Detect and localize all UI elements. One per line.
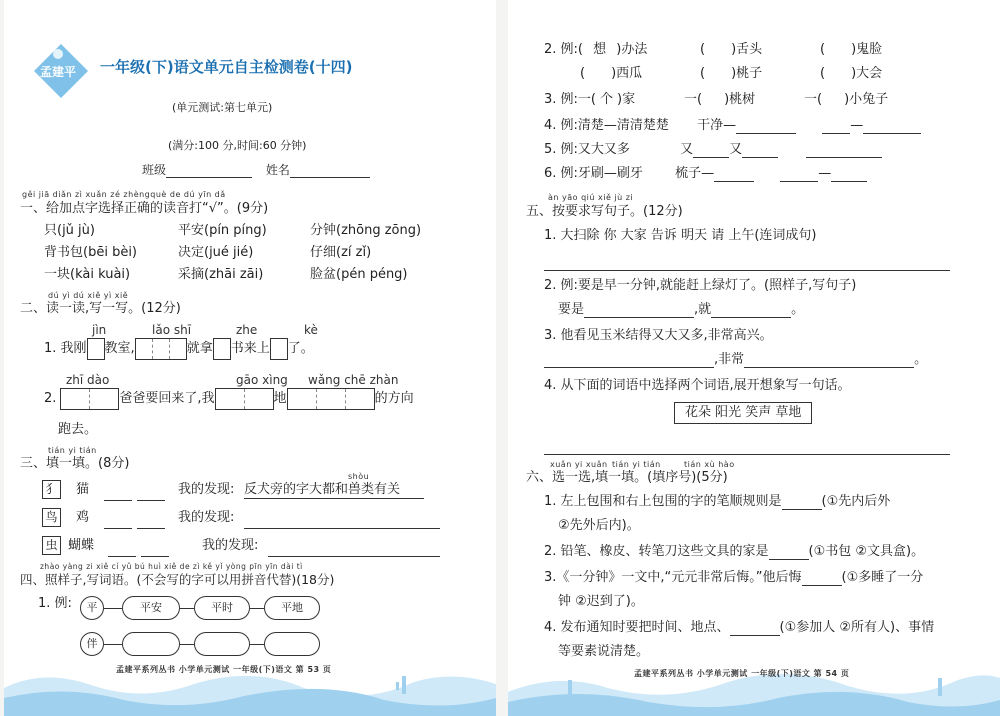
- q4-connector-1: [104, 608, 122, 609]
- q4-r2b-item-3[interactable]: ( )大会: [820, 66, 883, 81]
- q2-grid-gaoxing[interactable]: [215, 388, 274, 410]
- logo: [32, 42, 90, 100]
- q4-r6-label: 6. 例:牙刷—刷牙: [544, 166, 643, 181]
- q4-r2b-item-1[interactable]: ( )西瓜: [580, 66, 643, 81]
- q4-r4-blank-1[interactable]: [736, 119, 796, 134]
- class-label: 班级: [142, 163, 167, 177]
- subtitle: (单元测试:第七单元): [172, 101, 273, 114]
- q5-s3: 3. 他看见玉米结得又大又多,非常高兴。: [544, 328, 773, 343]
- q4-connector-6: [250, 644, 264, 645]
- q5-s2: 2. 例:要是早一分钟,就能赶上绿灯了。(照样子,写句子): [544, 278, 857, 293]
- q2-grid-jin[interactable]: [87, 338, 105, 360]
- q1-item-8[interactable]: 采摘(zhāi zāi): [178, 267, 264, 282]
- q6-pinyin-3: tián xù hào: [684, 460, 735, 469]
- q4-r2-item-1[interactable]: ( )舌头: [700, 42, 763, 57]
- q3-heading: 三、填一填。(8分): [20, 456, 130, 471]
- q3-word-3: 蝴蝶: [68, 538, 95, 553]
- right-page: [508, 0, 1000, 716]
- q5-s3-feichang: ,非常: [714, 352, 745, 367]
- q3-word-2: 鸡: [76, 510, 90, 525]
- q2-r2-pinyin-1: zhī dào: [66, 373, 110, 387]
- q2-r1-t2: 教室,: [104, 341, 135, 356]
- q6-i2-text: 2. 铅笔、橡皮、转笔刀这些文具的家是: [544, 544, 769, 559]
- q5-heading: 五、按要求写句子。(12分): [526, 204, 683, 219]
- q2-row2: [44, 388, 414, 410]
- q6-i3-cont: 钟 ②迟到了)。: [558, 594, 644, 609]
- q3-radical-1: 犭: [42, 480, 61, 499]
- q4-connector-4: [104, 644, 122, 645]
- q4-r5-you1: 又: [680, 142, 694, 157]
- q4-r4-label: 4. 例:清楚—清清楚楚: [544, 118, 669, 133]
- q5-s3-fill: ,非常 。: [544, 352, 927, 368]
- q2-row2-end: 跑去。: [58, 422, 98, 437]
- q2-r2-t1: 2.: [44, 391, 57, 406]
- q4-r3-ex: 个: [600, 92, 614, 107]
- q5-s2-yaoshi: 要是: [558, 302, 585, 317]
- q2-grid-wangchezhan[interactable]: [287, 388, 375, 410]
- q4-r2-ex: 想: [593, 42, 607, 57]
- q1-item-5[interactable]: 决定(jué jié): [178, 245, 254, 260]
- score-line: (满分:100 分,时间:60 分钟): [168, 139, 307, 152]
- q3-label-1: 我的发现:: [178, 482, 235, 497]
- q6-i3: [544, 570, 923, 586]
- left-footer: 孟建平系列丛书 小学单元测试 一年级(下)语文 第 53 页: [116, 665, 332, 674]
- q2-pinyin: dú yì dú xiě yì xiě: [48, 291, 129, 300]
- q4-example-label: 1. 例:: [38, 596, 72, 611]
- right-footer: 孟建平系列丛书 小学单元测试 一年级(下)语文 第 54 页: [634, 669, 850, 678]
- q4-r2-label: 2. 例:(: [544, 42, 583, 57]
- q6-i4-text: 4. 发布通知时要把时间、地点、: [544, 620, 730, 635]
- q4-r4-word: 干净—: [697, 118, 737, 133]
- q4-word-3: 平地: [264, 596, 320, 620]
- q4-r2-item-2[interactable]: ( )鬼脸: [820, 42, 883, 57]
- q2-r1-pinyin-1: jìn: [92, 323, 107, 337]
- q4-r4: [544, 118, 921, 134]
- q5-s4-answer[interactable]: [544, 436, 950, 455]
- q5-s3-blank-2[interactable]: [744, 353, 914, 368]
- q5-word-box: 花朵 阳光 笑声 草地: [674, 402, 812, 424]
- q1-item-1[interactable]: 只(jǔ jù): [44, 223, 95, 238]
- q2-r2-pinyin-2: gāo xìng: [236, 373, 288, 387]
- q2-r1-t4: 书来上: [230, 341, 270, 356]
- q6-i4-opt: (①参加人 ②所有人)、事情: [779, 620, 935, 635]
- q6-i3-blank[interactable]: [802, 571, 842, 586]
- q4-connector-5: [180, 644, 194, 645]
- q2-r1-t5: 了。: [287, 341, 314, 356]
- q3-answer-2[interactable]: [244, 510, 440, 529]
- q3-word-1: 猫: [76, 482, 90, 497]
- q4-r3-word: )家: [617, 92, 636, 107]
- q2-r1-pinyin-4: kè: [304, 323, 318, 337]
- q1-item-6[interactable]: 仔细(zí zǐ): [310, 245, 372, 260]
- q5-s1-answer[interactable]: [544, 252, 950, 271]
- q4-r6-blank-1[interactable]: [714, 167, 754, 182]
- q4-blank-1[interactable]: [122, 632, 180, 656]
- q5-s2-blank-2[interactable]: [711, 303, 791, 318]
- q3-radical-2: 鸟: [42, 508, 61, 527]
- q5-s1: 1. 大扫除 你 大家 告诉 明天 请 上午(连词成句): [544, 228, 817, 243]
- name-field[interactable]: [290, 163, 370, 178]
- q1-item-9[interactable]: 脸盆(pén péng): [310, 267, 408, 282]
- q2-grid-zhidao[interactable]: [60, 388, 119, 410]
- q4-r6-blank-2[interactable]: [780, 167, 818, 182]
- q4-pinyin: zhào yàng zi xiě cí yǔ bú huì xiě de zì kě yǐ yòng pīn yīn dài tì: [40, 562, 303, 571]
- q6-i1-text: 1. 左上包围和右上包围的字的笔顺规则是: [544, 494, 782, 509]
- q3-shou-pinyin: shòu: [348, 472, 370, 481]
- q4-r5-blank-3[interactable]: [806, 143, 882, 158]
- q3-answer-3[interactable]: [268, 538, 440, 557]
- q4-r6-word: 梳子—: [675, 166, 715, 181]
- q6-i3-opt: (①多睡了一分: [841, 570, 924, 585]
- q6-pinyin-1: xuǎn yi xuǎn: [550, 460, 608, 469]
- q4-char-ping: 平: [80, 596, 104, 620]
- q2-heading: 二、读一读,写一写。(12分): [20, 301, 181, 316]
- q6-i4-blank[interactable]: [730, 621, 780, 636]
- q4-r4-blank-3[interactable]: [863, 119, 921, 134]
- q2-r2-t4: 的方向: [374, 391, 414, 406]
- q2-r1-pinyin-3: zhe: [236, 323, 258, 337]
- q4-r3-item-2[interactable]: 一( )小兔子: [804, 92, 889, 107]
- class-name-row: [142, 162, 370, 178]
- footer-mountains: [508, 658, 1000, 716]
- q4-r2b-item-2[interactable]: ( )桃子: [700, 66, 763, 81]
- q6-i1: [544, 494, 890, 510]
- q2-grid-zhe[interactable]: [213, 338, 231, 360]
- q5-pinyin: àn yāo qiú xiě jù zi: [548, 193, 634, 202]
- q4-r5: [544, 142, 882, 158]
- q4-r5-blank-1[interactable]: [693, 143, 729, 158]
- page-title: 一年级(下)语文单元自主检测卷(十四): [100, 58, 353, 76]
- q5-s2-fill: 要是 ,就 。: [558, 302, 805, 317]
- q4-r4-dash: —: [850, 118, 864, 133]
- q6-i1-blank[interactable]: [782, 495, 822, 510]
- q4-r3: [544, 92, 635, 108]
- q4-blank-3[interactable]: [264, 632, 320, 656]
- logo-text: 孟建平: [40, 65, 77, 79]
- q2-r1-t1: 1. 我刚: [44, 341, 87, 356]
- q4-connector-2: [180, 608, 194, 609]
- q1-item-4[interactable]: 背书包(bēi bèi): [44, 245, 137, 260]
- q1-item-7[interactable]: 一块(kài kuài): [44, 267, 131, 282]
- q2-grid-ke[interactable]: [270, 338, 288, 360]
- q4-blank-2[interactable]: [194, 632, 250, 656]
- q3-label-2: 我的发现:: [178, 510, 235, 525]
- q6-i4-cont: 等要素说清楚。: [558, 644, 650, 659]
- q5-s2-jiu: ,就: [694, 302, 712, 317]
- q4-connector-3: [250, 608, 264, 609]
- q6-pinyin-2: tián yi tián: [612, 460, 661, 469]
- q3-radical-3: 虫: [42, 536, 61, 555]
- q1-heading: 一、给加点字选择正确的读音打“√”。(9分): [20, 201, 269, 216]
- q2-grid-laoshi[interactable]: [135, 338, 187, 360]
- q4-r3-item-1[interactable]: 一( )桃树: [684, 92, 756, 107]
- q2-r1-t3: 就拿: [186, 341, 213, 356]
- class-field[interactable]: [166, 163, 252, 178]
- q6-i1-cont: ②先外后内)。: [558, 518, 640, 533]
- q1-item-2[interactable]: 平安(pín píng): [178, 223, 267, 238]
- q4-word-2: 平时: [194, 596, 250, 620]
- q6-i4: [544, 620, 934, 636]
- q6-i2-opt: (①书包 ②文具盒)。: [808, 544, 925, 559]
- q2-r2-t2: 爸爸要回来了,我: [119, 391, 215, 406]
- q4-r2-word: )办法: [616, 42, 648, 57]
- q4-char-ban: 伴: [80, 632, 104, 656]
- q1-pinyin: gěi jiā diǎn zì xuǎn zé zhèngquè de dú yīn dǎ: [22, 190, 226, 199]
- q4-r4-blank-2[interactable]: [822, 119, 850, 134]
- q5-s3-blank-1[interactable]: [544, 353, 714, 368]
- q2-r1-pinyin-2: lǎo shī: [152, 323, 192, 337]
- q6-i1-opt: (①先内后外: [821, 494, 891, 509]
- q2-r2-pinyin-3: wǎng chē zhàn: [308, 373, 399, 387]
- q4-r6-blank-3[interactable]: [831, 167, 867, 182]
- q4-r3-label: 3. 例:一(: [544, 92, 596, 107]
- q6-i3-text: 3.《一分钟》一文中,“元元非常后悔。”他后悔: [544, 570, 802, 585]
- q4-r6-dash: —: [818, 166, 832, 181]
- q6-i2: [544, 544, 924, 560]
- q4-heading: 四、照样子,写词语。(不会写的字可以用拼音代替)(18分): [20, 572, 335, 587]
- q3-blanks-3[interactable]: [108, 538, 169, 557]
- q1-item-3[interactable]: 分钟(zhōng zōng): [310, 223, 422, 238]
- q6-heading: 六、选一选,填一填。(填序号)(5分): [526, 470, 728, 485]
- q4-r5-blank-2[interactable]: [742, 143, 778, 158]
- name-label: 姓名: [265, 163, 290, 177]
- q4-r5-label: 5. 例:又大又多: [544, 142, 630, 157]
- q4-r6: [544, 166, 867, 182]
- q4-r5-you2: 又: [729, 142, 743, 157]
- q4-r2: [544, 42, 647, 58]
- q3-blanks-2[interactable]: [104, 510, 165, 529]
- q2-r2-t3: 地: [273, 391, 287, 406]
- q5-s2-blank-1[interactable]: [584, 303, 694, 318]
- q3-blanks-1[interactable]: [104, 482, 165, 501]
- q2-row1: [44, 338, 314, 360]
- left-page: [4, 0, 496, 716]
- q3-label-3: 我的发现:: [202, 538, 259, 553]
- q5-s4: 4. 从下面的词语中选择两个词语,展开想象写一句话。: [544, 378, 851, 393]
- q3-answer-1: 反犬旁的字大都和兽类有关: [244, 482, 424, 499]
- q3-pinyin: tián yi tián: [48, 446, 97, 455]
- q6-i2-blank[interactable]: [769, 545, 809, 560]
- q4-word-1: 平安: [122, 596, 180, 620]
